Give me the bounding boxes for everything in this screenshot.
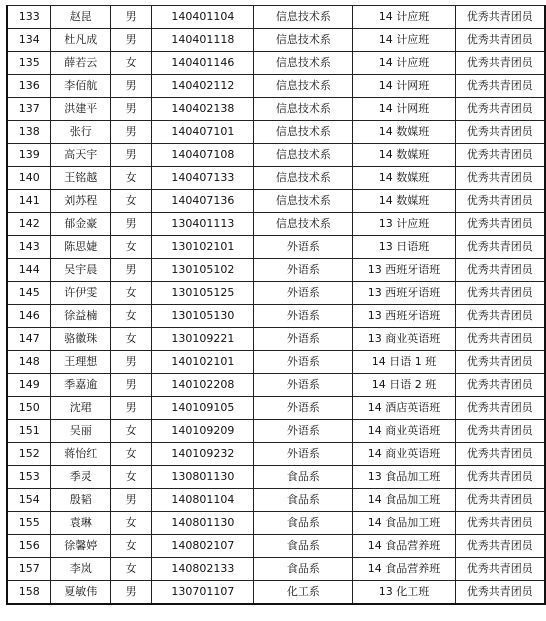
gender-cell: 女 [110, 52, 151, 75]
student-name-cell: 李岚 [51, 558, 111, 581]
student-id-cell: 130105130 [152, 305, 254, 328]
row-number-cell: 143 [7, 236, 51, 259]
class-cell: 14 数媒班 [353, 121, 455, 144]
department-cell: 食品系 [254, 558, 353, 581]
table-row [7, 167, 545, 190]
gender-cell: 女 [110, 466, 151, 489]
student-id-cell: 130701107 [152, 581, 254, 605]
row-number-cell: 144 [7, 259, 51, 282]
student-name-cell: 季嘉逾 [51, 374, 111, 397]
award-cell: 优秀共青团员 [455, 282, 545, 305]
gender-cell: 男 [110, 6, 151, 29]
row-number-cell: 139 [7, 144, 51, 167]
gender-cell: 女 [110, 236, 151, 259]
class-cell: 13 西班牙语班 [353, 259, 455, 282]
student-id-cell: 140402112 [152, 75, 254, 98]
row-number-cell: 142 [7, 213, 51, 236]
table-row [7, 121, 545, 144]
award-cell: 优秀共青团员 [455, 6, 545, 29]
gender-cell: 女 [110, 167, 151, 190]
student-id-cell: 140102208 [152, 374, 254, 397]
gender-cell: 男 [110, 144, 151, 167]
class-cell: 13 日语班 [353, 236, 455, 259]
award-cell: 优秀共青团员 [455, 75, 545, 98]
student-name-cell: 蒋怡红 [51, 443, 111, 466]
student-id-cell: 140402138 [152, 98, 254, 121]
department-cell: 信息技术系 [254, 144, 353, 167]
student-name-cell: 王理想 [51, 351, 111, 374]
table-row [7, 6, 545, 29]
table-row [7, 29, 545, 52]
award-cell: 优秀共青团员 [455, 305, 545, 328]
student-name-cell: 赵昆 [51, 6, 111, 29]
gender-cell: 男 [110, 581, 151, 605]
gender-cell: 女 [110, 328, 151, 351]
gender-cell: 女 [110, 558, 151, 581]
award-cell: 优秀共青团员 [455, 397, 545, 420]
award-cell: 优秀共青团员 [455, 328, 545, 351]
student-id-cell: 130401113 [152, 213, 254, 236]
class-cell: 14 数媒班 [353, 144, 455, 167]
class-cell: 14 计应班 [353, 29, 455, 52]
row-number-cell: 135 [7, 52, 51, 75]
gender-cell: 男 [110, 121, 151, 144]
department-cell: 外语系 [254, 351, 353, 374]
student-name-cell: 许伊雯 [51, 282, 111, 305]
table-row [7, 420, 545, 443]
award-cell: 优秀共青团员 [455, 144, 545, 167]
class-cell: 13 计应班 [353, 213, 455, 236]
student-id-cell: 140109105 [152, 397, 254, 420]
class-cell: 13 化工班 [353, 581, 455, 605]
table-row [7, 581, 545, 605]
award-cell: 优秀共青团员 [455, 167, 545, 190]
class-cell: 14 数媒班 [353, 190, 455, 213]
class-cell: 14 日语 1 班 [353, 351, 455, 374]
class-cell: 14 食品营养班 [353, 558, 455, 581]
department-cell: 外语系 [254, 328, 353, 351]
department-cell: 信息技术系 [254, 98, 353, 121]
student-name-cell: 王铭越 [51, 167, 111, 190]
student-id-cell: 130105102 [152, 259, 254, 282]
row-number-cell: 147 [7, 328, 51, 351]
table-row [7, 75, 545, 98]
student-id-cell: 140407136 [152, 190, 254, 213]
table-row [7, 52, 545, 75]
gender-cell: 男 [110, 351, 151, 374]
award-cell: 优秀共青团员 [455, 52, 545, 75]
department-cell: 外语系 [254, 305, 353, 328]
class-cell: 13 商业英语班 [353, 328, 455, 351]
student-name-cell: 季灵 [51, 466, 111, 489]
table-row [7, 351, 545, 374]
department-cell: 食品系 [254, 512, 353, 535]
award-cell: 优秀共青团员 [455, 581, 545, 605]
row-number-cell: 150 [7, 397, 51, 420]
award-cell: 优秀共青团员 [455, 121, 545, 144]
class-cell: 13 西班牙语班 [353, 305, 455, 328]
student-id-cell: 140401146 [152, 52, 254, 75]
student-name-cell: 洪建平 [51, 98, 111, 121]
gender-cell: 男 [110, 489, 151, 512]
gender-cell: 男 [110, 98, 151, 121]
row-number-cell: 134 [7, 29, 51, 52]
department-cell: 外语系 [254, 397, 353, 420]
student-name-cell: 吴丽 [51, 420, 111, 443]
table-body [7, 6, 545, 605]
table-row [7, 328, 545, 351]
table-row [7, 236, 545, 259]
student-name-cell: 张行 [51, 121, 111, 144]
gender-cell: 女 [110, 305, 151, 328]
award-cell: 优秀共青团员 [455, 443, 545, 466]
row-number-cell: 136 [7, 75, 51, 98]
class-cell: 14 数媒班 [353, 167, 455, 190]
award-cell: 优秀共青团员 [455, 558, 545, 581]
class-cell: 14 计网班 [353, 98, 455, 121]
class-cell: 14 食品加工班 [353, 512, 455, 535]
department-cell: 食品系 [254, 466, 353, 489]
row-number-cell: 154 [7, 489, 51, 512]
table-row [7, 213, 545, 236]
row-number-cell: 157 [7, 558, 51, 581]
gender-cell: 男 [110, 374, 151, 397]
row-number-cell: 151 [7, 420, 51, 443]
class-cell: 14 计应班 [353, 52, 455, 75]
award-cell: 优秀共青团员 [455, 420, 545, 443]
row-number-cell: 148 [7, 351, 51, 374]
student-id-cell: 140102101 [152, 351, 254, 374]
table-row [7, 489, 545, 512]
table-row [7, 282, 545, 305]
class-cell: 14 酒店英语班 [353, 397, 455, 420]
student-name-cell: 夏敏伟 [51, 581, 111, 605]
student-id-cell: 140401104 [152, 6, 254, 29]
award-cell: 优秀共青团员 [455, 535, 545, 558]
department-cell: 外语系 [254, 282, 353, 305]
student-id-cell: 140109232 [152, 443, 254, 466]
department-cell: 外语系 [254, 443, 353, 466]
row-number-cell: 133 [7, 6, 51, 29]
table-row [7, 466, 545, 489]
table-row [7, 259, 545, 282]
student-name-cell: 徐馨婷 [51, 535, 111, 558]
award-cell: 优秀共青团员 [455, 512, 545, 535]
award-cell: 优秀共青团员 [455, 466, 545, 489]
class-cell: 14 计网班 [353, 75, 455, 98]
student-id-cell: 140801130 [152, 512, 254, 535]
student-name-cell: 杜凡成 [51, 29, 111, 52]
row-number-cell: 155 [7, 512, 51, 535]
table-row [7, 98, 545, 121]
student-id-cell: 130801130 [152, 466, 254, 489]
gender-cell: 女 [110, 535, 151, 558]
table-row [7, 305, 545, 328]
table-row [7, 558, 545, 581]
student-id-cell: 130102101 [152, 236, 254, 259]
gender-cell: 男 [110, 259, 151, 282]
row-number-cell: 140 [7, 167, 51, 190]
student-id-cell: 130105125 [152, 282, 254, 305]
row-number-cell: 137 [7, 98, 51, 121]
student-name-cell: 刘苏程 [51, 190, 111, 213]
award-cell: 优秀共青团员 [455, 351, 545, 374]
student-name-cell: 吴宇晨 [51, 259, 111, 282]
award-cell: 优秀共青团员 [455, 489, 545, 512]
department-cell: 外语系 [254, 259, 353, 282]
department-cell: 外语系 [254, 374, 353, 397]
student-name-cell: 袁琳 [51, 512, 111, 535]
gender-cell: 女 [110, 190, 151, 213]
table-row [7, 374, 545, 397]
student-id-cell: 140801104 [152, 489, 254, 512]
gender-cell: 男 [110, 213, 151, 236]
row-number-cell: 153 [7, 466, 51, 489]
department-cell: 信息技术系 [254, 121, 353, 144]
department-cell: 信息技术系 [254, 29, 353, 52]
student-id-cell: 130109221 [152, 328, 254, 351]
student-name-cell: 郁金豪 [51, 213, 111, 236]
class-cell: 14 日语 2 班 [353, 374, 455, 397]
class-cell: 14 食品营养班 [353, 535, 455, 558]
row-number-cell: 145 [7, 282, 51, 305]
award-cell: 优秀共青团员 [455, 374, 545, 397]
gender-cell: 女 [110, 512, 151, 535]
class-cell: 14 计应班 [353, 6, 455, 29]
department-cell: 信息技术系 [254, 6, 353, 29]
department-cell: 信息技术系 [254, 190, 353, 213]
student-id-cell: 140407101 [152, 121, 254, 144]
student-name-cell: 骆徽珠 [51, 328, 111, 351]
gender-cell: 男 [110, 397, 151, 420]
student-id-cell: 140802107 [152, 535, 254, 558]
student-id-cell: 140401118 [152, 29, 254, 52]
department-cell: 信息技术系 [254, 75, 353, 98]
student-name-cell: 李佰航 [51, 75, 111, 98]
award-cell: 优秀共青团员 [455, 29, 545, 52]
award-cell: 优秀共青团员 [455, 213, 545, 236]
department-cell: 外语系 [254, 420, 353, 443]
row-number-cell: 158 [7, 581, 51, 605]
department-cell: 食品系 [254, 535, 353, 558]
table-row [7, 190, 545, 213]
department-cell: 化工系 [254, 581, 353, 605]
award-cell: 优秀共青团员 [455, 236, 545, 259]
department-cell: 信息技术系 [254, 52, 353, 75]
student-name-cell: 高天宇 [51, 144, 111, 167]
table-row [7, 512, 545, 535]
student-name-cell: 徐益楠 [51, 305, 111, 328]
department-cell: 信息技术系 [254, 213, 353, 236]
class-cell: 14 商业英语班 [353, 420, 455, 443]
student-name-cell: 陈思婕 [51, 236, 111, 259]
class-cell: 13 食品加工班 [353, 466, 455, 489]
student-id-cell: 140802133 [152, 558, 254, 581]
class-cell: 14 食品加工班 [353, 489, 455, 512]
student-name-cell: 薛若云 [51, 52, 111, 75]
table-row [7, 397, 545, 420]
table-row [7, 144, 545, 167]
row-number-cell: 149 [7, 374, 51, 397]
row-number-cell: 138 [7, 121, 51, 144]
department-cell: 外语系 [254, 236, 353, 259]
row-number-cell: 156 [7, 535, 51, 558]
gender-cell: 女 [110, 420, 151, 443]
gender-cell: 男 [110, 29, 151, 52]
student-name-cell: 沈珺 [51, 397, 111, 420]
honor-roll-table [6, 5, 546, 605]
row-number-cell: 141 [7, 190, 51, 213]
table-row [7, 443, 545, 466]
row-number-cell: 146 [7, 305, 51, 328]
gender-cell: 女 [110, 282, 151, 305]
student-name-cell: 殷韬 [51, 489, 111, 512]
student-id-cell: 140407108 [152, 144, 254, 167]
department-cell: 信息技术系 [254, 167, 353, 190]
department-cell: 食品系 [254, 489, 353, 512]
class-cell: 13 西班牙语班 [353, 282, 455, 305]
row-number-cell: 152 [7, 443, 51, 466]
class-cell: 14 商业英语班 [353, 443, 455, 466]
award-cell: 优秀共青团员 [455, 259, 545, 282]
gender-cell: 男 [110, 75, 151, 98]
table-row [7, 535, 545, 558]
award-cell: 优秀共青团员 [455, 98, 545, 121]
student-id-cell: 140407133 [152, 167, 254, 190]
student-id-cell: 140109209 [152, 420, 254, 443]
gender-cell: 女 [110, 443, 151, 466]
award-cell: 优秀共青团员 [455, 190, 545, 213]
